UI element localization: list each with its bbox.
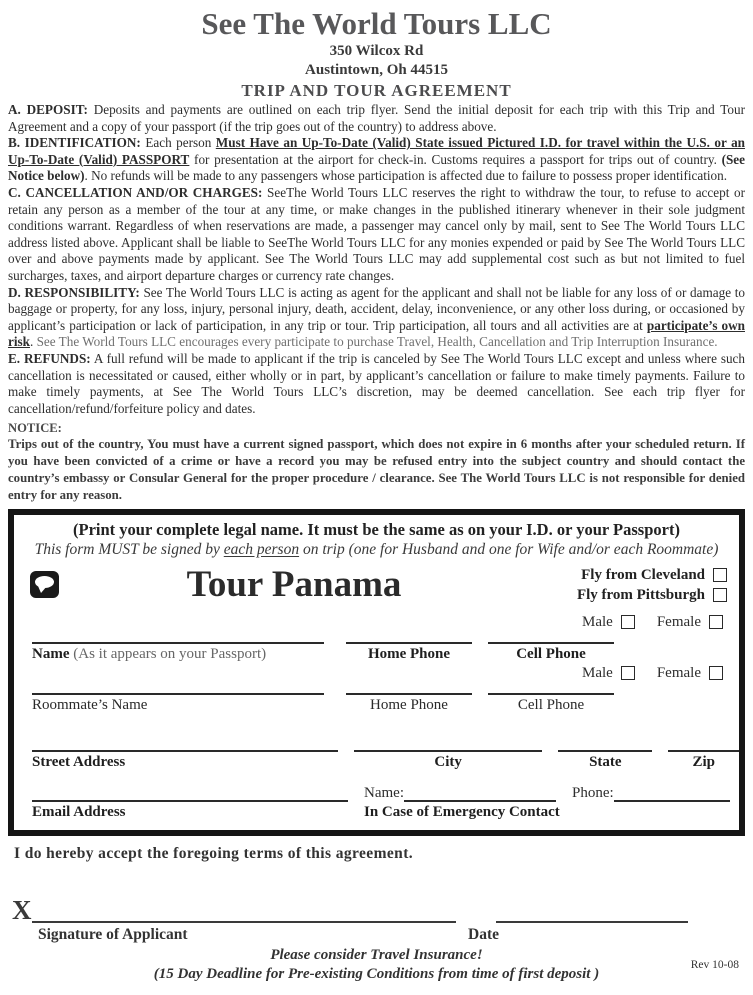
responsibility-label: D. RESPONSIBILITY:	[8, 284, 140, 300]
company-address-line2: Austintown, Oh 44515	[305, 62, 448, 78]
applicant-home-phone-field[interactable]	[346, 631, 472, 644]
emergency-phone-label: Phone:	[571, 785, 614, 802]
signature-field[interactable]	[32, 911, 456, 923]
notice-text: Trips out of the country, You must have a current signed passport, which does not expire in 6 months after your scheduled return. If you have been convicted of a crime or have a record you may be refused entry into the subject country and should contact the country’s embassy or Consular General for the proper procedure / clearance. See The World Tours LLC is not responsible for denied entry for any reason.	[8, 437, 745, 503]
speech-bubble-icon	[30, 571, 59, 598]
roommate-female-checkbox[interactable]	[709, 666, 723, 680]
signature-of-applicant-label: Signature of Applicant	[38, 926, 188, 944]
see-notice-below: (See Notice below)	[8, 151, 746, 184]
emergency-name-label: Name:	[364, 785, 404, 802]
roommate-home-phone-label: Home Phone	[370, 697, 448, 714]
applicant-gender-row	[14, 613, 739, 631]
roommate-male-label: Male	[582, 664, 613, 681]
applicant-male-checkbox[interactable]	[621, 615, 635, 629]
passport-name-note: (As it appears on your Passport)	[69, 646, 267, 663]
deposit-text: Deposits and payments are outlined on each trip flyer. Send the initial deposit for each trip with this Trip and Tour Agreement and a copy of your passport (if the trip goes out of the country) to address above.	[8, 102, 745, 134]
fly-from-pittsburgh-option	[529, 585, 727, 605]
city-label: City	[434, 754, 462, 771]
applicant-female-checkbox[interactable]	[709, 615, 723, 629]
fly-from-cleveland-option	[529, 565, 727, 585]
applicant-name-label	[32, 645, 324, 664]
fly-from-cleveland-checkbox[interactable]	[713, 568, 727, 582]
cancellation-text: SeeThe World Tours LLC reserves the right to withdraw the tour, to refuse to accept or retain any person as a member of the tour at any time, or make changes in the published itinerary whenever in their sole judgment conditions warrant. Regardless of when reservations are made, a passenger may cancel only by mail, sent to See The World Tours LLC address listed above. Applicant shall be liable to SeeThe World Tours LLC for any monies expended or paid by See The World Tours LLC over and above payments made by applicant. See The World Tours LLC may add supplemental cost such as but not limited to fuel surcharges, taxes, and airport departure charges or currency rate changes.	[8, 184, 746, 283]
must-sign-note-1: This form MUST be signed by	[34, 541, 224, 559]
notice-label: NOTICE:	[8, 421, 62, 436]
applicant-female-label: Female	[656, 613, 701, 630]
print-legal-name-note: (Print your complete legal name. It must be the same as on your I.D. or your Passport)	[73, 520, 680, 540]
email-address-field[interactable]	[32, 789, 348, 802]
fly-from-cleveland-label: Fly from Cleveland	[581, 567, 705, 584]
must-sign-note-2: on trip (one for Husband and one for Wife and/or each Roommate)	[299, 541, 719, 559]
fly-from-pittsburgh-checkbox[interactable]	[713, 588, 727, 602]
paragraph-cancellation	[8, 185, 745, 285]
date-field[interactable]	[496, 911, 688, 923]
terms-section	[8, 102, 745, 504]
identification-underlined-requirement: Must Have an Up-To-Date (Valid) State issued Pictured I.D. for travel within the U.S. or an Up-To-Date (Valid) PASSPORT	[8, 135, 746, 167]
identification-text-3: . No refunds will be made to any passengers whose participation is affected due to failure to possess proper identification.	[84, 168, 728, 184]
emergency-name-field[interactable]	[404, 789, 556, 802]
must-sign-note	[14, 540, 739, 560]
applicant-cell-phone-field[interactable]	[488, 631, 614, 644]
fly-from-options	[529, 563, 739, 605]
state-label: State	[589, 754, 622, 771]
company-address-line1: 350 Wilcox Rd	[329, 43, 424, 59]
acceptance-statement: I do hereby accept the foregoing terms of this agreement.	[14, 845, 414, 863]
each-person-underlined: each person	[223, 541, 300, 559]
identification-text-1: Each person	[140, 135, 216, 151]
roommate-home-phone-field[interactable]	[346, 682, 472, 695]
street-address-label: Street Address	[32, 754, 126, 771]
street-address-field[interactable]	[32, 739, 338, 752]
email-emergency-label-row	[14, 803, 739, 822]
travel-insurance-note: Please consider Travel Insurance!	[270, 947, 483, 964]
x-mark: X	[12, 895, 32, 926]
own-risk-underlined: participate’s own risk	[8, 317, 745, 350]
zip-field[interactable]	[668, 739, 739, 752]
email-emergency-line-row	[14, 784, 739, 802]
paragraph-refunds	[8, 351, 745, 417]
roommate-gender-row	[14, 664, 739, 682]
paragraph-deposit	[8, 102, 745, 135]
refunds-text: A full refund will be made to applicant if the trip is canceled by See The World Tours LLC except and unless where such cancellation is necessitated or caused, either wholly or in part, by applicant’s cancellation or failure to make timely payments. Failure to make timely payments, at See The World Tours LLC’s discretion, may be deemed cancellation. See each trip flyer for cancellation/refund/forfeiture policy and dates.	[8, 350, 746, 416]
paragraph-responsibility	[8, 285, 745, 351]
applicant-line-row	[14, 631, 739, 644]
applicant-home-phone-label: Home Phone	[367, 646, 451, 663]
responsibility-text-1: See The World Tours LLC is acting as agent for the applicant and shall not be liable for any loss of or damage to baggage or property, for any loss, injury, personal injury, death, accident, delay, inconvenience, or any other loss during, or occasioned by applicant’s participation or lack of participation, in any trip or tour. Trip participation, all tours and all activities are at	[8, 284, 745, 333]
cancellation-label: C. CANCELLATION AND/OR CHARGES:	[8, 184, 263, 200]
registration-form-box	[8, 509, 745, 836]
refunds-label: E. REFUNDS:	[8, 350, 91, 366]
responsibility-text-2: .	[29, 334, 37, 350]
email-address-label: Email Address	[32, 804, 126, 821]
revision-number: Rev 10-08	[690, 959, 739, 971]
fly-from-pittsburgh-label: Fly from Pittsburgh	[576, 587, 705, 604]
deposit-label: A. DEPOSIT:	[8, 102, 88, 117]
roommate-line-row	[14, 682, 739, 695]
deadline-note: (15 Day Deadline for Pre-existing Conditions from time of first deposit )	[153, 966, 600, 983]
signature-label-row	[38, 926, 745, 944]
identification-label: B. IDENTIFICATION:	[8, 135, 141, 151]
applicant-name-field[interactable]	[32, 631, 324, 644]
roommate-name-field[interactable]	[32, 682, 324, 695]
applicant-label-row	[14, 645, 739, 664]
date-label: Date	[468, 926, 499, 944]
roommate-cell-phone-field[interactable]	[488, 682, 614, 695]
state-field[interactable]	[558, 739, 652, 752]
applicant-cell-phone-label: Cell Phone	[516, 646, 586, 663]
emergency-phone-field[interactable]	[614, 789, 730, 802]
roommate-male-checkbox[interactable]	[621, 666, 635, 680]
identification-text-2: for presentation at the airport for check-in. Customs requires a passport for trips out of country.	[189, 151, 722, 167]
company-name: See The World Tours LLC	[201, 6, 552, 41]
zip-label: Zip	[692, 754, 715, 771]
address-line-row	[14, 739, 739, 752]
tour-title: Tour Panama	[186, 564, 402, 606]
paragraph-identification	[8, 135, 745, 185]
emergency-contact-caption: In Case of Emergency Contact	[364, 804, 560, 821]
roommate-cell-phone-label: Cell Phone	[517, 697, 585, 714]
roommate-name-label: Roommate’s Name	[32, 697, 148, 714]
document-title: TRIP AND TOUR AGREEMENT	[241, 81, 512, 100]
document-header	[8, 6, 745, 102]
roommate-label-row	[14, 696, 739, 715]
footer-notes	[8, 946, 745, 984]
applicant-male-label: Male	[582, 613, 613, 630]
name-label: Name	[32, 646, 70, 663]
insurance-encouragement-text: See The World Tours LLC encourages every participate to purchase Travel, Health, Cancellation and Trip Interruption Insurance.	[36, 334, 718, 350]
city-field[interactable]	[354, 739, 542, 752]
notice-section	[8, 420, 745, 504]
address-label-row	[14, 753, 739, 772]
roommate-female-label: Female	[656, 664, 701, 681]
signature-row	[12, 895, 745, 926]
tour-title-row	[14, 563, 739, 613]
